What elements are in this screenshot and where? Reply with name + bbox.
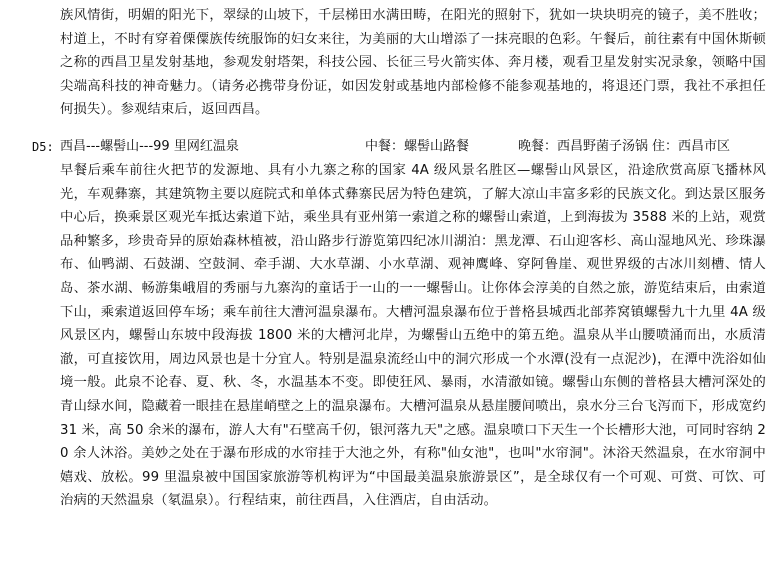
day-route: 西昌---螺髻山---99 里网红温泉 bbox=[60, 139, 239, 154]
day-5-description: 早餐后乘车前往火把节的发源地、具有小九寨之称的国家 4A 级风景名胜区—螺髻山风景区，沿途欣赏高原飞播林风光，车观彝寨，其建筑物主要以庭院式和单体式彝寨民居为特色建筑，了解大凉山丰富多彩的民族文化。到达景区服务中心后，换乘景区观光车抵达索道下站，乘坐具有亚州第一索道之称的螺髻山索道，上到海拔为 3588 米的上站，观赏品种繁多，珍贵奇异的原始森林植被，沿山路步行游览第四纪冰川湖泊：黑龙潭、石山迎客杉、高山湿地风光、珍珠瀑布、仙鸭湖、石鼓湖、空鼓洞、牵手湖、大水草湖、小水草湖、观神鹰峰、穿阿鲁崖、观世界级的古冰川刻槽、情人岛、茶水湖、畅游集峨眉的秀丽与九寨沟的童话于一山的一一螺髻山。让你体会淳美的自然之旅，游览结束后，由索道下山，乘索道返回停车场；乘车前往大漕河温泉瀑布。大槽河温泉瀑布位于普格县城西北部荞窝镇螺髻九十九里 4A 级风景区内，螺髻山东坡中段海拔 1800 米的大槽河北岸，为螺髻山五绝中的第五绝。温泉从半山腰喷涌而出，水质清澈，可直接饮用，周边风景也是十分宜人。特别是温泉流经山中的洞穴形成一个水潭(没有一点泥沙)，在潭中洗浴如仙境一般。此泉不论春、夏、秋、冬，水温基本不变。即使狂风、暴雨，水清澈如镜。螺髻山东侧的普格县大槽河深处的青山绿水间，隐藏着一眼挂在悬崖峭壁之上的温泉瀑布。大槽河温泉从悬崖腰间喷出，泉水分三台飞泻而下，形成宽约 31 米，高 50 余米的瀑布，游人大有"石壁高千仞，银河落九天"之感。温泉喷口下天生一个长槽形大池，可同时容纳 20 余人沐浴。美妙之处在于瀑布形成的水帘挂于大池之外，有称"仙女池"，也叫"水帘洞"。沐浴天然温泉，在水帘洞中嬉戏、放松。99 里温泉被中国国家旅游等机构评为“中国最美温泉旅游景区”，是全球仅有一个可观、可赏、可饮、可治病的天然温泉（氡温泉）。行程结束，前往西昌，入住酒店，自由活动。 bbox=[60, 163, 766, 509]
lunch-info: 中餐：螺髻山路餐 bbox=[365, 139, 470, 154]
previous-day-paragraph: 族风情街，明媚的阳光下，翠绿的山坡下，千层梯田水满田畴，在阳光的照射下，犹如一块块明亮的镜子，美不胜收；村道上，不时有穿着傈僳族传统服饰的妇女来往，为美丽的大山增添了一抹亮眼的色彩。午餐后，前往素有中国休斯顿之称的西昌卫星发射基地，参观发射塔架，科技公园、长征三号火箭实体、奔月楼，观看卫星发射实况录象，领略中国尖端高科技的神奇魅力。（请务必携带身份证，如因发射或基地内部检修不能参观基地的，将退还门票，我社不承担任何损失）。参观结束后，返回西昌。 bbox=[60, 8, 766, 118]
dinner-info: 晚餐：西昌野菌子汤锅 bbox=[518, 139, 649, 154]
accommodation-info: 住：西昌市区 bbox=[652, 139, 731, 154]
day-label: D5: bbox=[32, 140, 54, 154]
day-5-header bbox=[32, 136, 772, 158]
